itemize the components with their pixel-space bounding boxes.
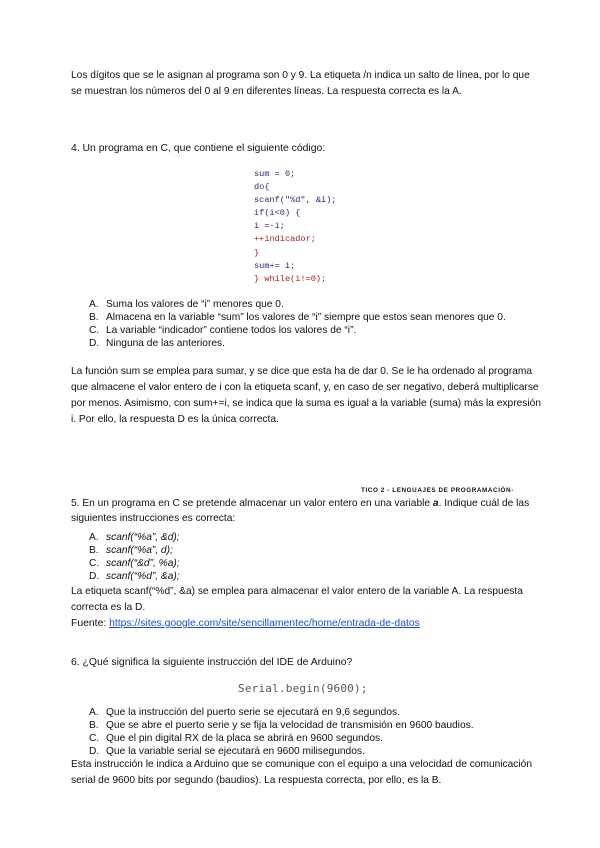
question-5-options bbox=[71, 531, 541, 583]
source-line: Fuente: https://sites.google.com/site/sencillamentec/home/entrada-de-datos bbox=[71, 618, 420, 629]
question-5-title: 5. En un programa en C se pretende almacenar un valor entero en una variable a. Indique cuál de las siguientes instrucciones es correcta: bbox=[71, 498, 530, 524]
code-line: do{ bbox=[254, 182, 270, 193]
question-6-title: 6. ¿Qué significa la siguiente instrucción del IDE de Arduino? bbox=[71, 657, 353, 668]
question-6-explanation: Esta instrucción le indica a Arduino que se comunique con el equipo a una velocidad de comunicación serial de 9600 bits por segundo (baudios). La respuesta correcta, por ello, es la B. bbox=[71, 759, 532, 786]
code-line: sum = 0; bbox=[254, 169, 296, 179]
option-a: A. Que la instrucción del puerto serie se ejecutará en 9,6 segundos. bbox=[89, 707, 400, 718]
option-c: C. Que el pin digital RX de la placa se abrirá en 9600 segundos. bbox=[89, 733, 383, 744]
option-b: B. Almacena en la variable “sum” los valores de “i” siempre que estos sean menores que 0. bbox=[89, 312, 506, 323]
option-b: B. Que se abre el puerto serie y se fija la velocidad de transmisión en 9600 baudios. bbox=[89, 720, 474, 731]
code-line: if(i<0) { bbox=[254, 208, 301, 219]
question-6-code: Serial.begin(9600); bbox=[238, 682, 368, 695]
code-line: scanf("%d", &i); bbox=[254, 195, 337, 206]
option-b: B. scanf(“%a”, d); bbox=[89, 545, 173, 556]
question-4-options bbox=[71, 298, 541, 350]
page-header: TICO 2 - LENGUAJES DE PROGRAMACIÓN- bbox=[361, 487, 514, 494]
question-4-code-block bbox=[254, 168, 337, 286]
question-5-explanation: La etiqueta scanf(“%d”, &a) se emplea para almacenar el valor entero de la variable A. La respuesta correcta es la D. bbox=[71, 586, 523, 613]
question-4-explanation: La función sum se emplea para sumar, y se dice que esta ha de dar 0. Se le ha ordenado al programa que almacene el valor entero de i con la etiqueta scanf, y, en caso de ser negativo, deberá multiplicarse por menos. Asimismo, con sum+=i, se indica que la suma es igual a la variable (suma) más la expresión i. Por ello, la respuesta D es la única correcta. bbox=[71, 366, 541, 425]
option-d: D. Ninguna de las anteriores. bbox=[89, 338, 225, 349]
code-line: sum+= i; bbox=[254, 260, 296, 271]
code-line: } while(i!=0); bbox=[254, 273, 327, 284]
option-a: A. Suma los valores de “i” menores que 0. bbox=[89, 299, 284, 310]
code-line: i =-i; bbox=[254, 221, 285, 232]
question-4-title: 4. Un programa en C, que contiene el siguiente código: bbox=[71, 143, 326, 154]
code-line: ++indicador; bbox=[254, 234, 316, 245]
option-d: D. scanf(“%d”, &a); bbox=[89, 571, 180, 582]
option-d: D. Que la variable serial se ejecutará en 9600 milisegundos. bbox=[89, 746, 365, 757]
code-line: } bbox=[254, 247, 260, 258]
option-a: A. scanf(“%a”, &d); bbox=[89, 532, 180, 543]
answer-3-explanation: Los dígitos que se le asignan al programa son 0 y 9. La etiqueta /n indica un salto de línea, por lo que se muestran los números del 0 al 9 en diferentes líneas. La respuesta correcta es la A. bbox=[71, 70, 530, 97]
option-c: C. scanf(“&d”, %a); bbox=[89, 558, 180, 569]
source-link[interactable]: https://sites.google.com/site/sencillamentec/home/entrada-de-datos bbox=[109, 618, 420, 629]
option-c: C. La variable “indicador” contiene todos los valores de “i”. bbox=[89, 325, 357, 336]
question-6-options bbox=[71, 706, 541, 758]
